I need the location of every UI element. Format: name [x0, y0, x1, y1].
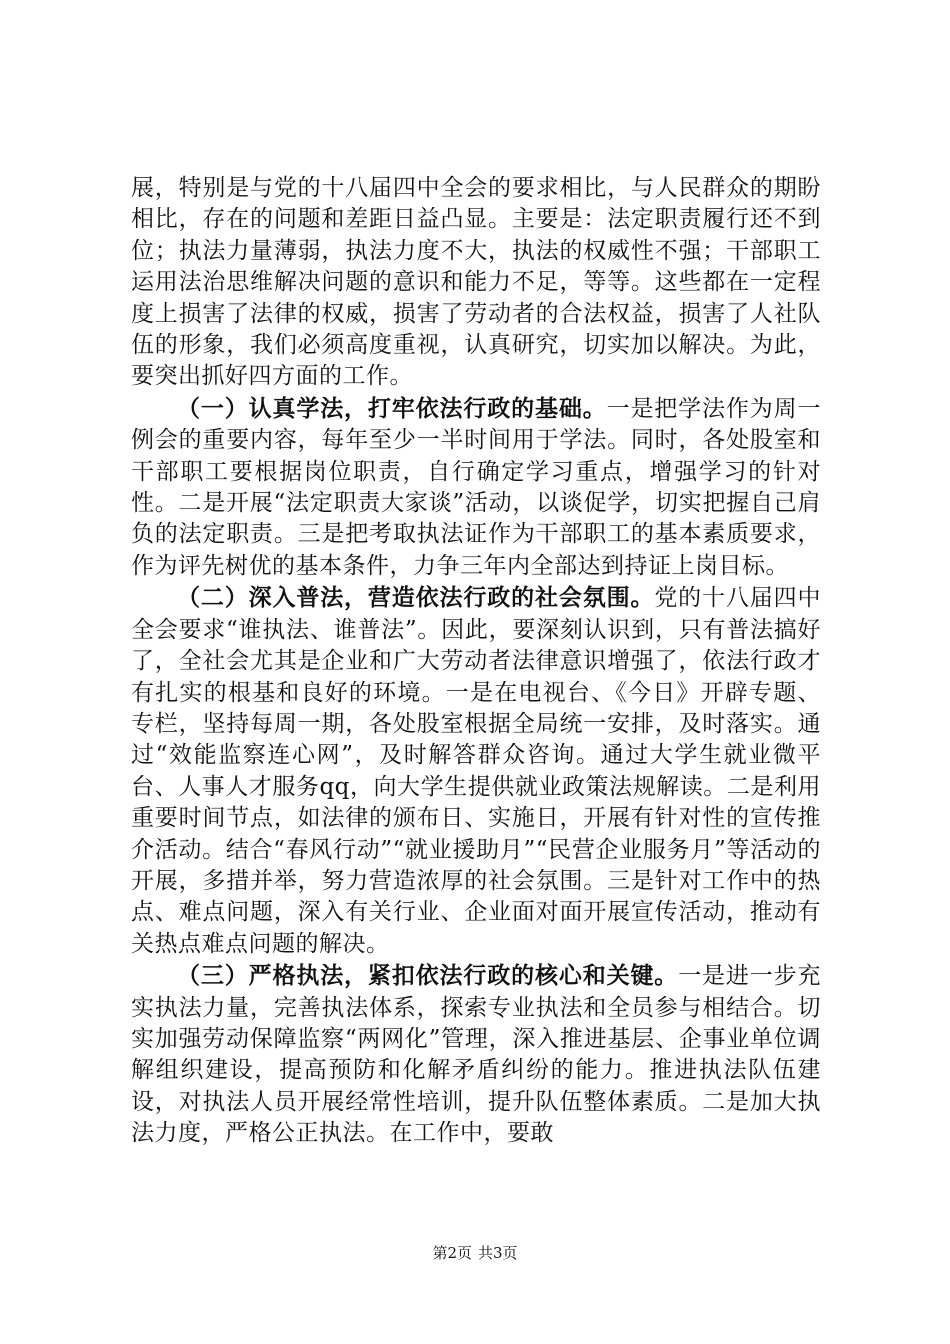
- paragraph-study-law: [131, 393, 821, 582]
- paragraph-intro-body: 展，特别是与党的十八届四中全会的要求相比，与人民群众的期盼相比，存在的问题和差距日益凸显。主要是：法定职责履行还不到位；执法力量薄弱，执法力度不大，执法的权威性不强；干部职工运用法治思维解决问题的意识和能力不足，等等。这些都在一定程度上损害了法律的权威，损害了劳动者的合法权益，损害了人社队伍的形象，我们必须高度重视，认真研究，切实加以解决。为此，要突出抓好四方面的工作。: [131, 175, 821, 390]
- page-number-total: 共3页: [478, 1244, 518, 1262]
- paragraph-popularize-law-body: 党的十八届四中全会要求“谁执法、谁普法”。因此，要深刻认识到，只有普法搞好了，全社会尤其是企业和广大劳动者法律意识增强了，依法行政才有扎实的根基和良好的环境。一是在电视台、《今日》开辟专题、专栏，坚持每周一期，各处股室根据全局统一安排，及时落实。通过“效能监察连心网”，及时解答群众咨询。通过大学生就业微平台、人事人才服务qq，向大学生提供就业政策法规解读。二是利用重要时间节点，如法律的颁布日、实施日，开展有针对性的宣传推介活动。结合“春风行动”“就业援助月”“民营企业服务月”等活动的开展，多措并举，努力营造浓厚的社会氛围。三是针对工作中的热点、难点问题，深入有关行业、企业面对面开展宣传活动，推动有关热点难点问题的解决。: [131, 585, 822, 957]
- section-heading-popularize-law: （二）深入普法，营造依法行政的社会氛围。: [177, 584, 655, 612]
- section-heading-study-law: （一）认真学法，打牢依法行政的基础。: [177, 394, 607, 422]
- paragraph-intro: [131, 173, 821, 393]
- paragraph-study-law-body: 一是把学法作为周一例会的重要内容，每年至少一半时间用于学法。同时，各处股室和干部职工要根据岗位职责，自行确定学习重点，增强学习的针对性。二是开展“法定职责大家谈”活动，以谈促学，切实把握自己肩负的法定职责。三是把考取执法证作为干部职工的基本素质要求，作为评先树优的基本条件，力争三年内全部达到持证上岗目标。: [131, 395, 822, 579]
- paragraph-enforce-law-body: 一是进一步充实执法力量，完善执法体系，探索专业执法和全员参与相结合。切实加强劳动保障监察“两网化”管理，深入推进基层、企事业单位调解组织建设，提高预防和化解矛盾纠纷的能力。推进执法队伍建设，对执法人员开展经常性培训，提升队伍整体素质。二是加大执法力度，严格公正执法。在工作中，要敢: [131, 963, 822, 1147]
- section-heading-enforce-law: （三）严格执法，紧扣依法行政的核心和关键。: [177, 962, 679, 990]
- paragraph-enforce-law: [131, 960, 821, 1149]
- page-footer: [0, 1243, 950, 1263]
- paragraph-popularize-law: [131, 582, 821, 960]
- document-body: [131, 173, 821, 1150]
- page-number-current: 第2页: [432, 1244, 472, 1262]
